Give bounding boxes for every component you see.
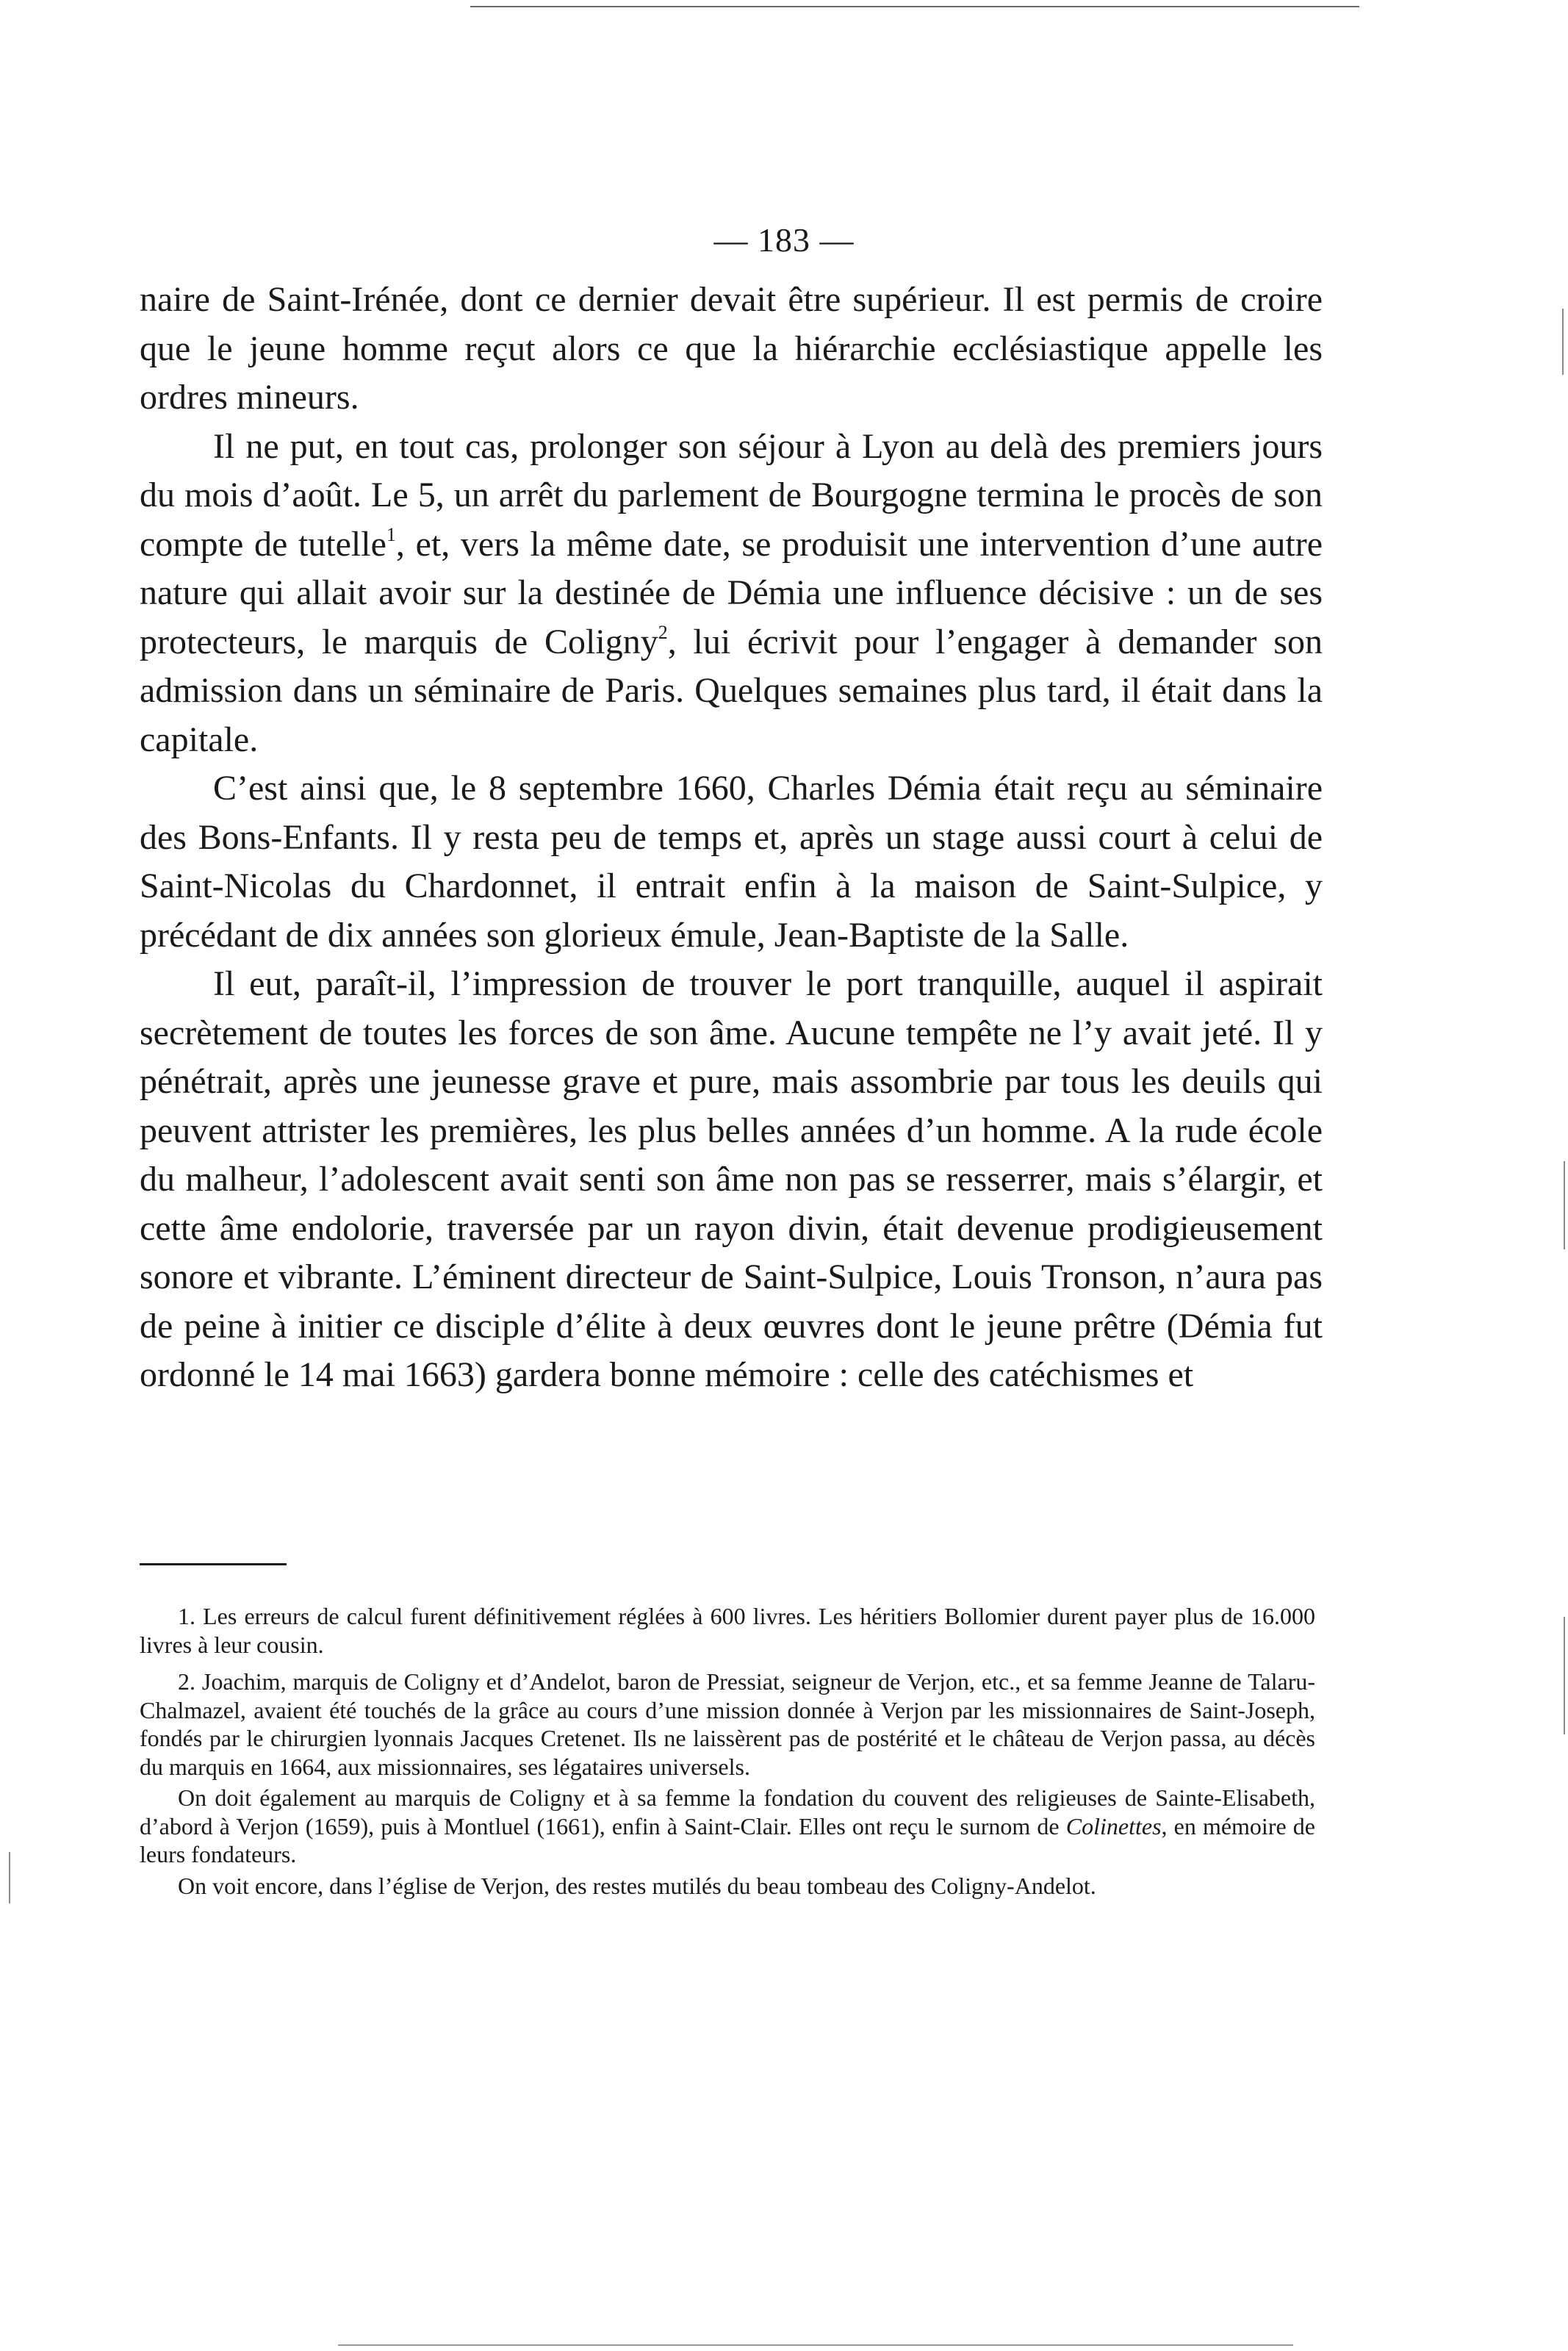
paragraph: C’est ainsi que, le 8 septembre 1660, Charles Démia était reçu au séminaire des Bons-Enfants. Il y resta peu de temps et, après un stage aussi court à celui de Saint-Nicolas du Chardonnet, il entrait enfin à la maison de Saint-Sulpice, y précédant de dix années son glorieux émule, Jean-Baptiste de la Salle. [140,769,1323,955]
scan-edge-mark [1562,309,1564,375]
footnote-text: , en mémoire de leurs fondateurs. [140,1812,1316,1867]
footnote-separator [140,1563,287,1565]
footnote-2-continued [140,1784,1315,1869]
paragraph: naire de Saint-Irénée, dont ce dernier devait être supérieur. Il est permis de croire que le jeune homme reçut alors ce que la hiérarchie ecclésiastique appelle les ordres mineurs. [140,280,1323,417]
footnote-1: 1. Les erreurs de calcul furent définitivement réglées à 600 livres. Les héritiers Bollomier durent payer plus de 16.000 livres à leur cousin. [140,1603,1315,1658]
paragraph [140,423,1323,765]
paragraph-text: Il ne put, en tout cas, prolonger son séjour à Lyon au delà des premiers jours du mois d’août. Le 5, un arrêt du parlement de Bourgogne termina le procès de son compte de tutelle [140,426,1323,564]
scan-edge-mark [1564,1617,1565,1734]
footnote-2: 2. Joachim, marquis de Coligny et d’Andelot, baron de Pressiat, seigneur de Verjon, etc., et sa femme Jeanne de Talaru-Chalmazel, avaient été touchés de la grâce au cours d’une mission donnée à Verjon par les missionnaires de Saint-Joseph, fondés par le chirurgien lyonnais Jacques Cretenet. Ils ne laissèrent pas de postérité et le château de Verjon passa, au décès du marquis en 1664, aux missionnaires, ses légataires universels. [140,1668,1315,1780]
scan-edge-mark [1564,1161,1565,1249]
footnotes [140,1602,1315,1909]
page-number: — 183 — [713,221,855,259]
footnote-ref: 1 [386,523,396,545]
footnote-text: On doit également au marquis de Coligny et à sa femme la fondation du couvent des religieuses de Sainte-Elisabeth, d’abord à Verjon (1659), puis à Montluel (1661), enfin à Saint-Clair. Elles ont reçu le surnom de [140,1784,1315,1839]
scan-edge-mark [9,1852,10,1903]
scan-top-rule [470,6,1359,7]
footnote-italic: Colinettes [1065,1812,1162,1839]
paragraph: Il eut, paraît-il, l’impression de trouver le port tranquille, auquel il aspirait secrètement de toutes les forces de son âme. Aucune tempête ne l’y avait jeté. Il y pénétrait, après une jeunesse grave et pure, mais assombrie par tous les deuils qui peuvent attrister les premières, les plus belles années d’un homme. A la rude école du malheur, l’adolescent avait senti son âme non pas se resserrer, mais s’élargir, et cette âme endolorie, traversée par un rayon divin, était devenue prodigieusement sonore et vibrante. L’éminent directeur de Saint-Sulpice, Louis Tronson, n’aura pas de peine à initier ce disciple d’élite à deux œuvres dont le jeune prêtre (Démia fut ordonné le 14 mai 1663) gardera bonne mémoire : celle des catéchismes et [140,964,1323,1394]
footnote-ref: 2 [658,621,668,643]
footnote-2-final: On voit encore, dans l’église de Verjon, des restes mutilés du beau tombeau des Coligny-Andelot. [178,1872,1096,1899]
paragraph-text: , et, vers la même date, se produisit une intervention d’une autre nature qui allait avoir sur la destinée de Démia une influence décisive : un de ses protecteurs, le marquis de Coligny [140,524,1323,661]
paragraph-text: , lui écrivit pour l’engager à demander son admission dans un séminaire de Paris. Quelques semaines plus tard, il était dans la capitale. [140,622,1323,759]
scan-bottom-rule [338,2344,1293,2346]
body-text [140,276,1323,1400]
